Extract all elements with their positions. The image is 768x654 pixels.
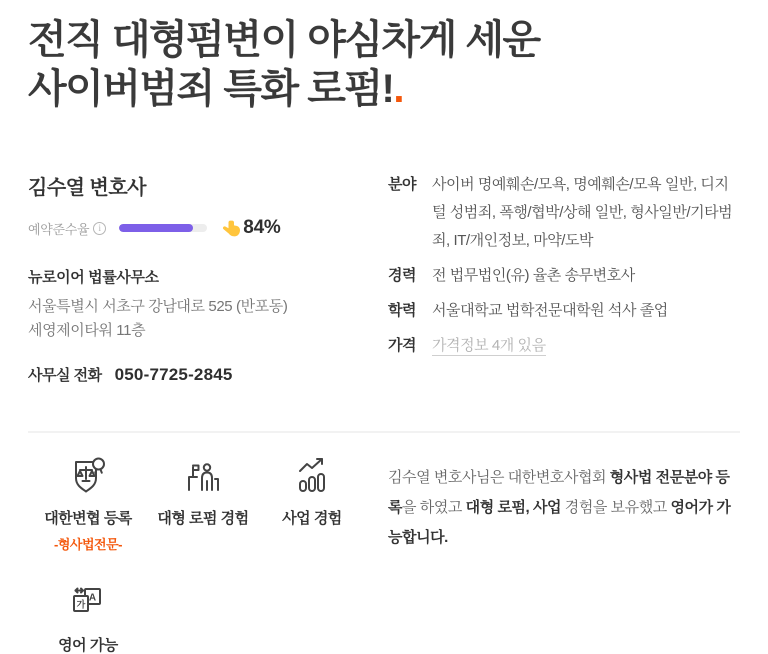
pointing-hand-icon [222,220,241,237]
profile-detail-table [366,171,740,385]
detail-row-fields [388,171,740,255]
headline-line1: 전직 대형펌변이 야심차게 세운 [28,18,540,62]
english-translate-icon [66,581,110,625]
badge-business [258,454,366,553]
info-icon[interactable]: i [93,222,106,235]
reservation-progress-fill [119,224,193,232]
price-info-link[interactable]: 가격정보 4개 있음 [432,337,546,354]
reservation-progress-bar [119,224,207,232]
detail-row-career [388,262,740,290]
korean-letter-glyph: 가 [76,599,86,610]
detail-row-price [388,332,740,360]
address-line1: 서울특별시 서초구 강남대로 525 (반포동) [28,298,288,315]
reservation-rate-value: 84% [243,217,281,238]
address-line2: 세영제이타워 11층 [28,322,146,339]
badge-label: 영어 가능 [58,637,118,654]
office-phone-number: 050-7725-2845 [114,365,233,384]
badge-large-lawfirm [148,454,258,553]
headline-line2: 사이버범죄 특화 로펌! [28,67,394,111]
summary-segment: 경험을 보유했고 [561,499,671,516]
detail-row-education [388,297,740,325]
lawyer-summary-text [366,454,740,654]
detail-value-education: 서울대학교 법학전문대학원 석사 졸업 [432,302,668,319]
summary-segment-bold: 형사법 전문분야 등록 [388,469,730,516]
detail-value-career: 전 법무법인(유) 율촌 송무변호사 [432,267,635,284]
bar-association-shield-icon [66,454,110,498]
lawyer-name: 김수열 변호사 [28,177,146,199]
profile-section [28,171,740,385]
office-phone-label: 사무실 전화 [28,367,102,384]
badge-label: 사업 경험 [282,510,342,527]
summary-segment: 을 하였고 [402,499,466,516]
detail-label-career: 경력 [388,267,416,284]
badge-label: 대한변협 등록 [44,510,132,527]
badge-specialty-tag: -형사법전문- [54,537,122,552]
summary-segment-bold: 대형 로펌, 사업 [465,499,562,516]
detail-label-price: 가격 [388,337,416,354]
detail-value-fields: 사이버 명예훼손/모욕, 명예훼손/모욕 일반, 디지털 성범죄, 폭행/협박/상해 일반, 형사일반/기타범죄, IT/개인정보, 마약/도박 [432,176,733,249]
badge-label: 대형 로펌 경험 [157,510,249,527]
section-divider-top [28,431,740,433]
badge-english [28,581,148,654]
detail-label-education: 학력 [388,302,416,319]
reservation-rate-row [28,217,366,239]
reservation-rate-label: 예약준수율 [28,221,90,237]
summary-segment-bold: 영어가 가능합니다. [388,499,731,546]
badge-bar-association [28,454,148,553]
headline-accent-dot: . [393,67,403,111]
capabilities-section [28,454,740,654]
large-lawfirm-icon [181,454,225,498]
summary-segment: 김수열 변호사님은 대한변호사협회 [388,469,610,486]
profile-left-column [28,171,366,385]
business-chart-icon [290,454,334,498]
detail-label-fields: 분야 [388,176,416,193]
law-firm-name: 뉴로이어 법률사무소 [28,269,159,286]
office-address [28,295,366,343]
office-phone-row [28,364,366,385]
page-title [28,0,740,114]
english-letter-glyph: A [88,592,97,604]
badges-grid [28,454,366,654]
